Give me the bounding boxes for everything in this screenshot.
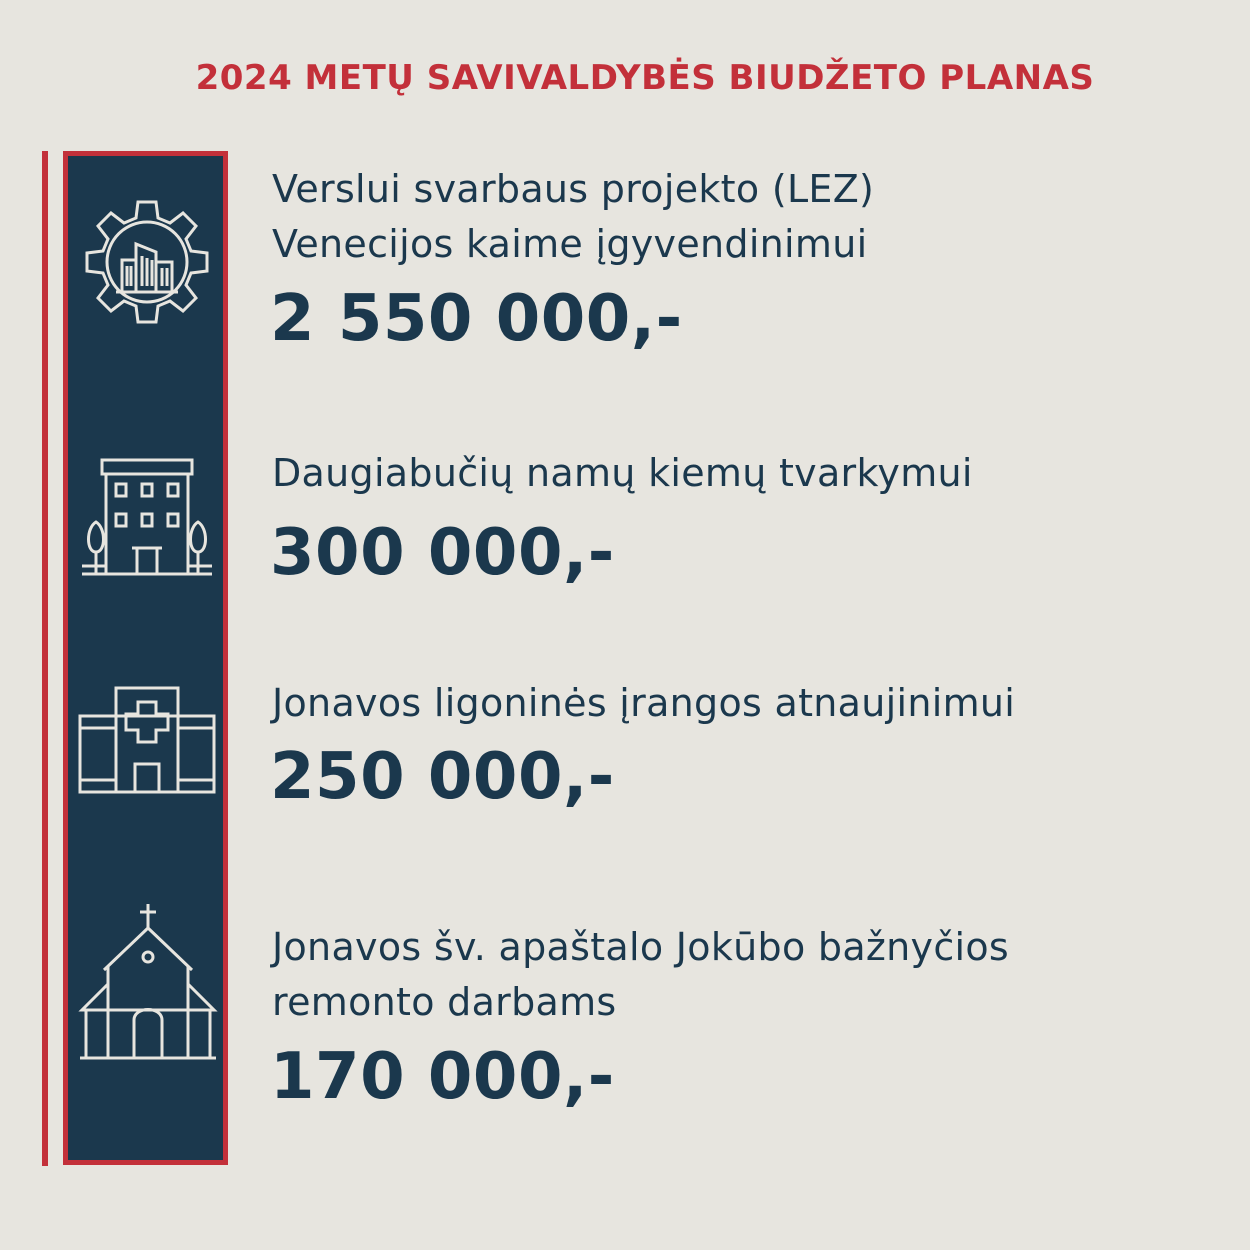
item-3-line-1: Jonavos ligoninės įrangos atnaujinimui bbox=[272, 681, 1016, 725]
item-4-description bbox=[272, 920, 1232, 1030]
item-2-amount: 300 000,- bbox=[270, 516, 615, 590]
item-4-line-1: Jonavos šv. apaštalo Jokūbo bažnyčios bbox=[272, 925, 1010, 969]
item-2-line-1: Daugiabučių namų kiemų tvarkymui bbox=[272, 451, 973, 495]
item-2-description bbox=[272, 446, 1232, 501]
item-4-line-2: remonto darbams bbox=[272, 980, 617, 1024]
item-1-description bbox=[272, 162, 1232, 272]
item-4-amount: 170 000,- bbox=[270, 1040, 615, 1114]
apartment-building-icon bbox=[80, 448, 216, 584]
item-1-amount: 2 550 000,- bbox=[270, 282, 683, 356]
page-title: 2024 METŲ SAVIVALDYBĖS BIUDŽETO PLANAS bbox=[195, 58, 1095, 98]
item-1-line-2: Venecijos kaime įgyvendinimui bbox=[272, 222, 868, 266]
gear-city-icon bbox=[74, 196, 220, 342]
church-icon bbox=[78, 902, 218, 1064]
hospital-icon bbox=[78, 684, 218, 800]
item-1-line-1: Verslui svarbaus projekto (LEZ) bbox=[272, 167, 875, 211]
item-3-amount: 250 000,- bbox=[270, 740, 615, 814]
item-3-description bbox=[272, 676, 1232, 731]
accent-line bbox=[42, 151, 48, 1166]
